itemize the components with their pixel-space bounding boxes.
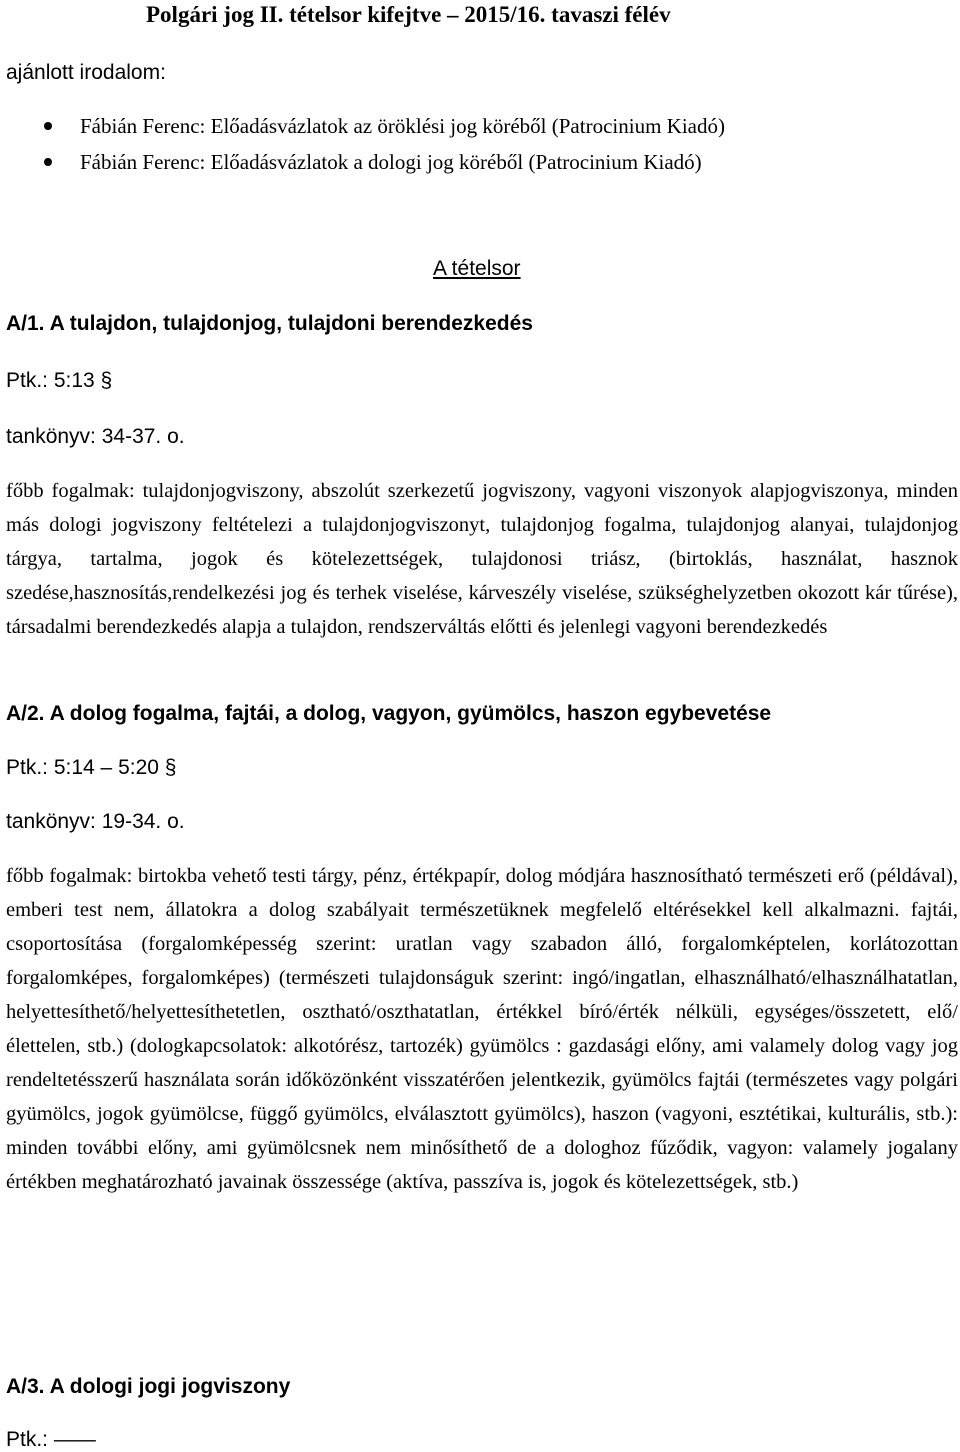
item-textbook-reference: tankönyv: 34-37. o. (6, 425, 185, 448)
literature-item-text: Fábián Ferenc: Előadásvázlatok a dologi jog köréből (Patrocinium Kiadó) (80, 150, 702, 174)
section-title: A tételsor (433, 257, 521, 280)
recommended-literature-label: ajánlott irodalom: (6, 61, 166, 84)
item-textbook-reference: tankönyv: 19-34. o. (6, 810, 185, 833)
item-ptk-reference: Ptk.: 5:14 – 5:20 § (6, 756, 177, 779)
item-ptk-reference: Ptk.: —— (6, 1428, 96, 1451)
bullet-icon (44, 122, 52, 130)
item-body-text: főbb fogalmak: tulajdonjogviszony, abszolút szerkezetű jogviszony, vagyoni viszonyok alapjogviszonya, minden más dologi jogviszony feltételezi a tulajdonjogviszonyt, tulajdonjog fogalma, tulajdonjog alanyai, tulajdonjog tárgya, tartalma, jogok és kötelezettségek, tulajdonosi triász, (birtoklás, használat, hasznok szedése,hasznosítás,rendelkezési jog és terhek viselése, kárveszély viselése, szükséghelyzetben okozott kár tűrése), társadalmi berendezkedés alapja a tulajdon, rendszerváltás előtti és jelenlegi vagyoni berendezkedés (6, 480, 958, 638)
document-title: Polgári jog II. tételsor kifejtve – 2015/16. tavaszi félév (146, 2, 671, 27)
item-heading: A/3. A dologi jogi jogviszony (6, 1375, 291, 1398)
item-heading: A/1. A tulajdon, tulajdonjog, tulajdoni berendezkedés (6, 312, 533, 335)
item-heading: A/2. A dolog fogalma, fajtái, a dolog, vagyon, gyümölcs, haszon egybevetése (6, 702, 772, 725)
bullet-icon (44, 158, 52, 166)
item-ptk-reference: Ptk.: 5:13 § (6, 369, 113, 392)
literature-item-text: Fábián Ferenc: Előadásvázlatok az öröklési jog köréből (Patrocinium Kiadó) (80, 114, 725, 138)
item-body-text: főbb fogalmak: birtokba vehető testi tárgy, pénz, értékpapír, dolog módjára hasznosítható természeti erő (példával), emberi test nem, állatokra a dolog szabályait természetüknek megfelelő eltérésekkel kell alkalmazni. fajtái, csoportosítása (forgalomképesség szerint: uratlan vagy szabadon álló, forgalomképtelen, korlátozottan forgalomképes, forgalomképes) (természeti tulajdonságuk szerint: ingó/ingatlan, elhasználható/elhasználhatatlan, helyettesíthető/helyettesíthetetlen, osztható/oszthatatlan, értékkel bíró/érték nélküli, egységes/összetett, elő/élettelen, stb.) (dologkapcsolatok: alkotórész, tartozék) gyümölcs : gazdasági előny, ami valamely dolog vagy jog rendeltetésszerű használata során időközönként visszatérően jelentkezik, gyümölcs fajtái (természetes vagy polgári gyümölcs, jogok gyümölcse, függő gyümölcs, elválasztott gyümölcs), haszon (vagyoni, esztétikai, kulturális, stb.): minden további előny, ami gyümölcsnek nem minősíthető de a dologhoz fűződik, vagyon: valamely jogalany értékben meghatározható javainak összessége (aktíva, passzíva is, jogok és kötelezettségek, stb.) (6, 865, 958, 1193)
